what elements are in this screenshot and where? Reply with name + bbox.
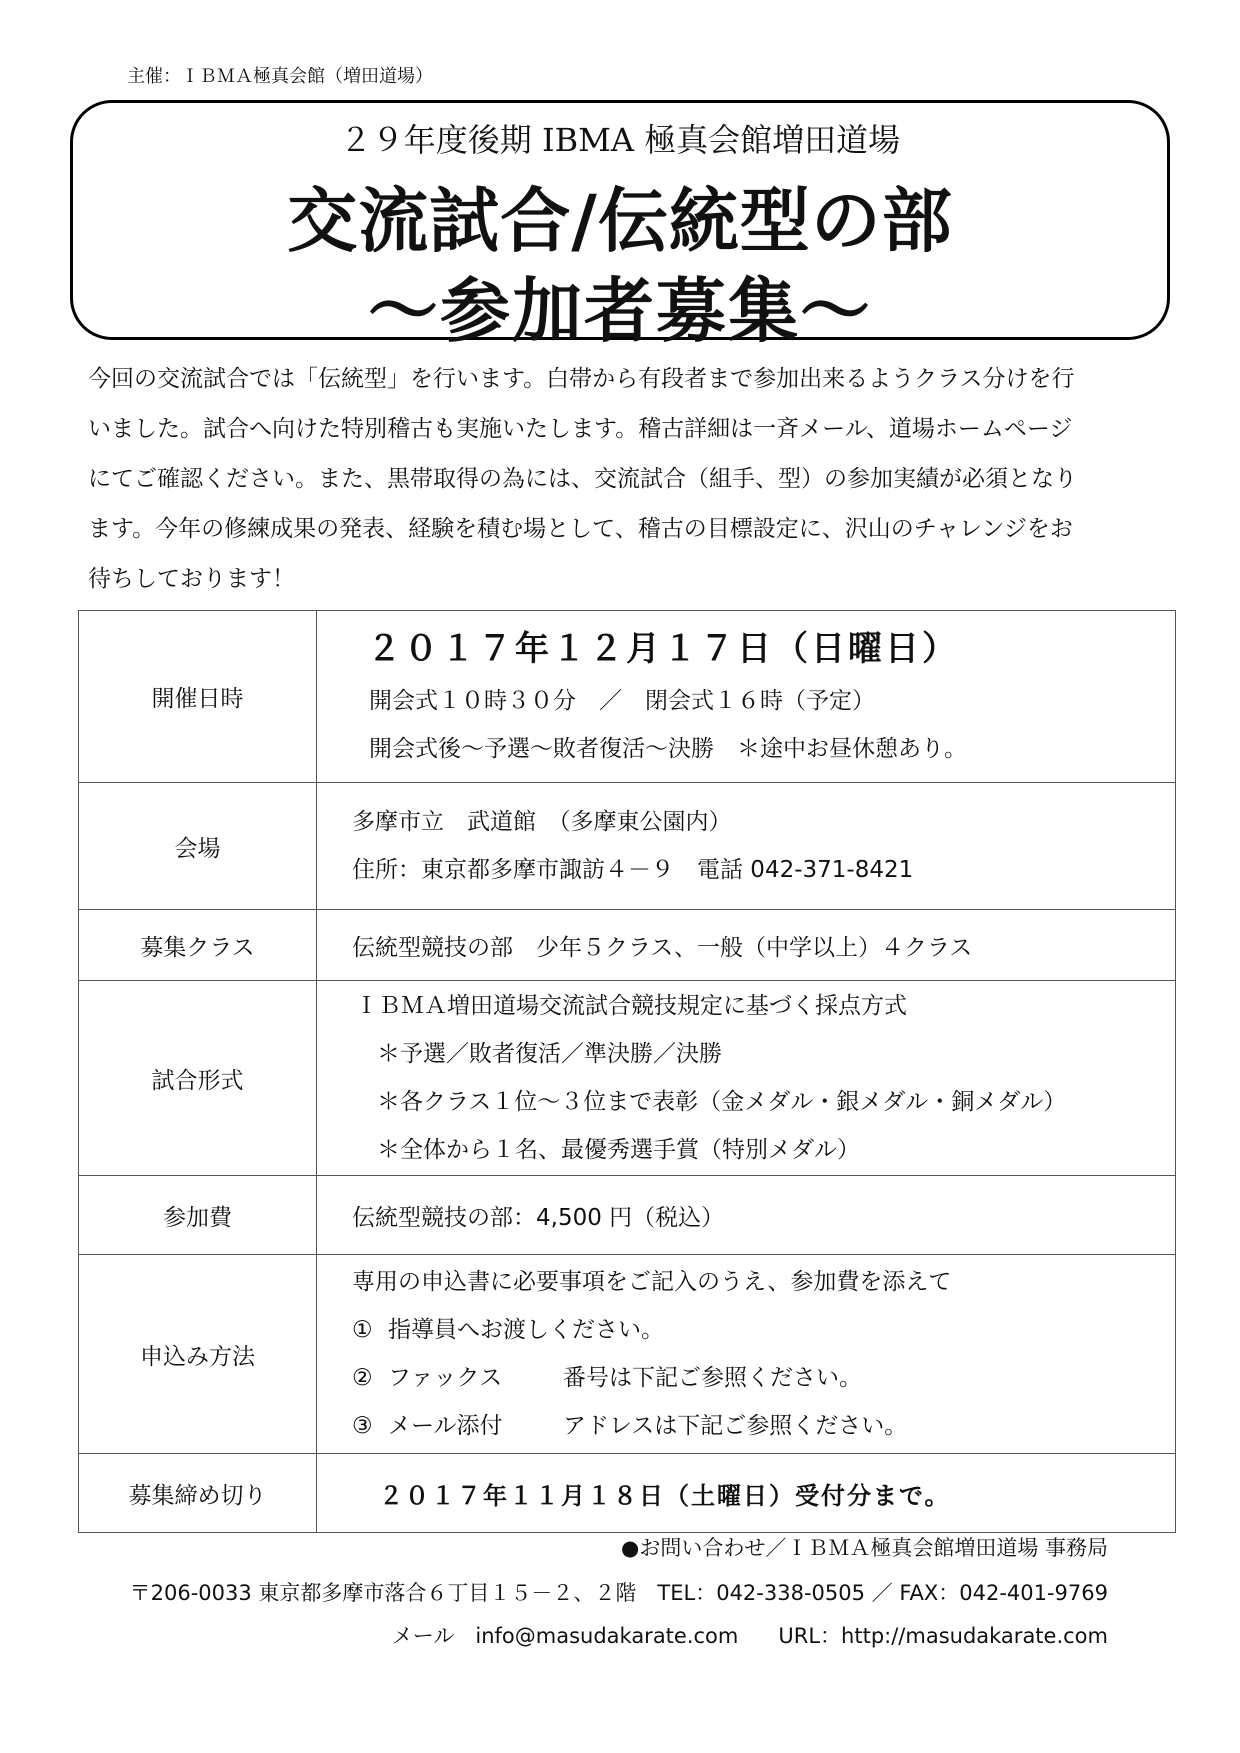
format-item: ＊全体から１名、最優秀選手賞（特別メダル）: [377, 1137, 860, 1163]
apply-item-text: メール添付: [388, 1413, 503, 1439]
table-row-class: [79, 910, 1176, 981]
title-main: 交流試合/伝統型の部: [287, 179, 953, 262]
apply-content: [317, 1255, 1176, 1454]
footer-url[interactable]: URL：http://masudakarate.com: [778, 1624, 1108, 1648]
format-label: 試合形式: [79, 981, 317, 1176]
title-box: [70, 100, 1170, 352]
apply-item: [317, 1354, 1175, 1402]
title-recruit: ～参加者募集～: [368, 269, 872, 352]
footer-address: 〒206-0033 東京都多摩市落合６丁目１５－２、２階 TEL：042-338-0505 ／ FAX：042-401-9769: [129, 1581, 1108, 1605]
footer-mail[interactable]: メール info@masudakarate.com: [391, 1624, 739, 1648]
apply-item: [317, 1306, 1175, 1354]
title-subtitle: ２９年度後期 IBMA 極真会館増田道場: [339, 121, 901, 159]
venue-name: 多摩市立 武道館 （多摩東公園内）: [352, 809, 732, 835]
deadline-label: 募集締め切り: [79, 1454, 317, 1533]
apply-item-number: ③: [352, 1413, 373, 1439]
table-row-format: [79, 981, 1176, 1176]
table-row-date: [79, 611, 1176, 783]
intro-line: いました。試合へ向けた特別稽古も実施いたします。稽古詳細は一斉メール、道場ホームページ: [88, 416, 1073, 442]
table-row-apply: [79, 1255, 1176, 1454]
apply-item-note: 番号は下記ご参照ください。: [563, 1365, 862, 1391]
class-label: 募集クラス: [79, 910, 317, 981]
fee-text: 伝統型競技の部：4,500 円（税込）: [352, 1204, 725, 1231]
fee-content: [317, 1176, 1176, 1255]
event-date: ２０１７年１２月１７日（日曜日）: [367, 628, 959, 669]
venue-address: 住所：東京都多摩市諏訪４－９ 電話 042-371-8421: [352, 857, 914, 883]
apply-item-text: 指導員へお渡しください。: [388, 1317, 664, 1343]
intro-paragraph: [88, 354, 1148, 604]
apply-item-note: アドレスは下記ご参照ください。: [563, 1413, 908, 1439]
apply-item-text: ファックス: [388, 1365, 503, 1391]
venue-label: 会場: [79, 783, 317, 910]
format-rule: ＩＢＭＡ増田道場交流試合競技規定に基づく採点方式: [355, 993, 907, 1019]
intro-line: にてご確認ください。また、黒帯取得の為には、交流試合（組手、型）の参加実績が必須となり: [88, 466, 1077, 492]
footer-web: [392, 1620, 1108, 1650]
event-schedule: 開会式後～予選～敗者復活～決勝 ＊途中お昼休憩あり。: [369, 735, 967, 762]
date-label: 開催日時: [79, 611, 317, 783]
deadline-date: ２０１７年１１月１８日（土曜日）受付分まで。: [379, 1481, 951, 1510]
format-content: [317, 981, 1176, 1176]
format-item: ＊予選／敗者復活／準決勝／決勝: [377, 1041, 722, 1067]
apply-item: [317, 1402, 1175, 1450]
apply-item-number: ①: [352, 1317, 373, 1343]
apply-item-number: ②: [352, 1365, 373, 1391]
footer-contact: ●お問い合わせ／ＩＢＭＡ極真会館増田道場 事務局: [621, 1536, 1108, 1560]
class-content: [317, 910, 1176, 981]
date-content: [317, 611, 1176, 783]
event-times: 開会式１０時３０分 ／ 閉会式１６時（予定）: [369, 687, 875, 714]
fee-label: 参加費: [79, 1176, 317, 1255]
organizer: 主催：ＩＢＭＡ極真会館（増田道場）: [127, 66, 433, 87]
table-row-venue: [79, 783, 1176, 910]
format-item: ＊各クラス１位～３位まで表彰（金メダル・銀メダル・銅メダル）: [377, 1089, 1067, 1115]
apply-intro: 専用の申込書に必要事項をご記入のうえ、参加費を添えて: [352, 1269, 952, 1295]
intro-line: 待ちしております！: [88, 566, 295, 592]
table-row-fee: [79, 1176, 1176, 1255]
class-text: 伝統型競技の部 少年５クラス、一般（中学以上）４クラス: [352, 934, 973, 961]
deadline-content: [317, 1454, 1176, 1533]
apply-label: 申込み方法: [79, 1255, 317, 1454]
intro-line: 今回の交流試合では「伝統型」を行います。白帯から有段者まで参加出来るようクラス分けを行: [88, 366, 1075, 392]
intro-line: ます。今年の修練成果の発表、経験を積む場として、稽古の目標設定に、沢山のチャレンジをお: [88, 516, 1073, 542]
info-table: [78, 610, 1176, 1533]
table-row-deadline: [79, 1454, 1176, 1533]
venue-content: [317, 783, 1176, 910]
